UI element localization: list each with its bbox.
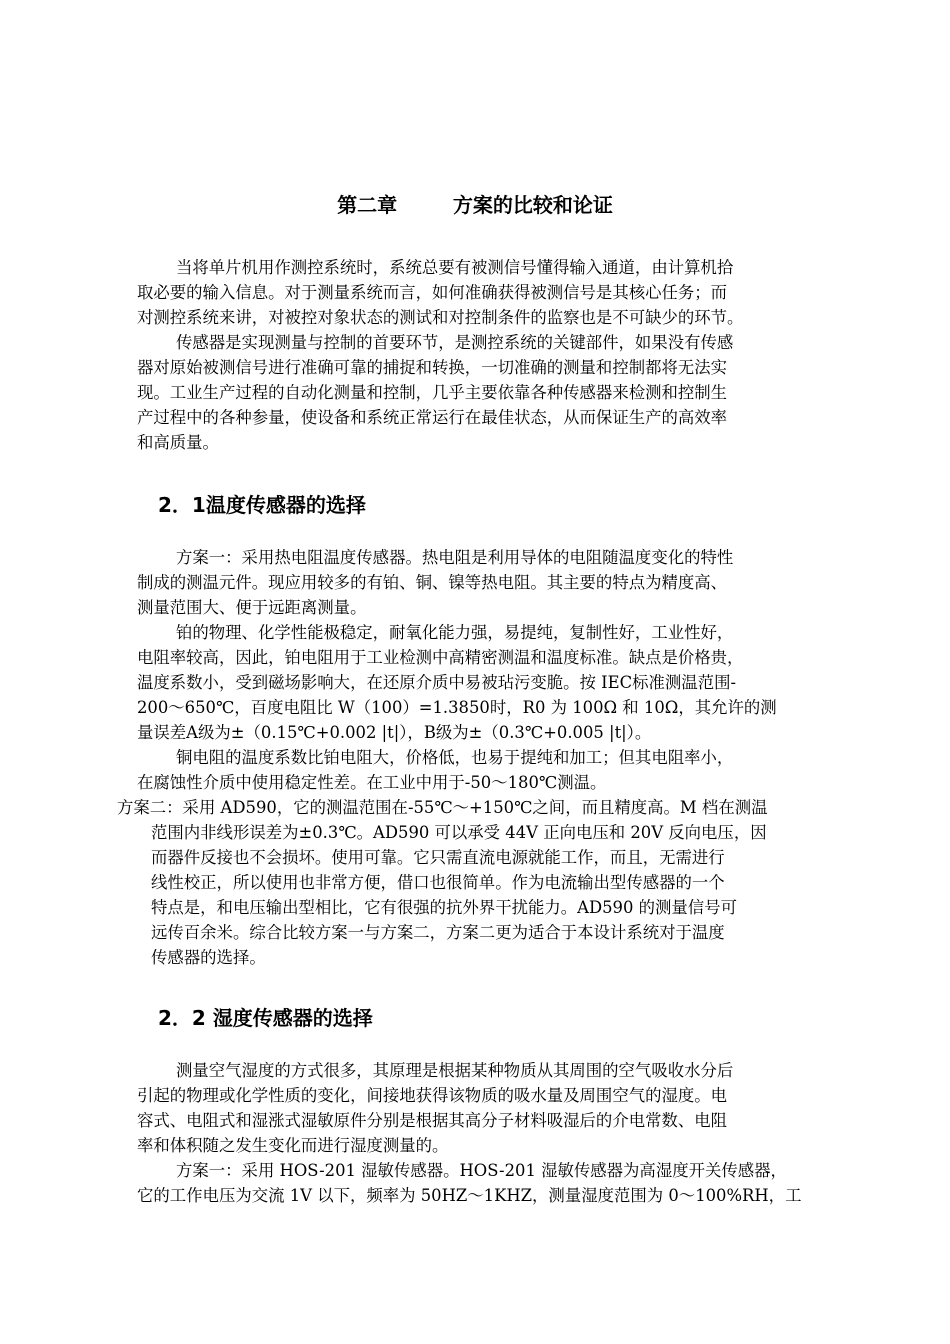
platinum-line: 电阻率较高，因此，铂电阻用于工业检测中高精密测温和温度标准。缺点是价格贵，	[137, 648, 744, 667]
intro-p2-line: 器对原始被测信号进行准确可靠的捕捉和转换，一切准确的测量和控制都将无法实	[137, 358, 728, 377]
humidity-p1-line: 引起的物理或化学性质的变化，间接地获得该物质的吸水量及周围空气的湿度。电	[137, 1086, 728, 1105]
section-title-2-1: 2．1温度传感器的选择	[158, 493, 366, 517]
plan1-line: 制成的测温元件。现应用较多的有铂、铜、镍等热电阻。其主要的特点为精度高、	[137, 573, 728, 592]
platinum-line: 温度系数小，受到磁场影响大，在还原介质中易被玷污变脆。按 IEC标准测温范围-	[137, 673, 737, 692]
humidity-plan1-line: 方案一：采用 HOS-201 湿敏传感器。HOS-201 湿敏传感器为高湿度开关传感器，	[176, 1161, 787, 1180]
plan2-line: 方案二：采用 AD590，它的测温范围在-55℃～+150℃之间，而且精度高。M 档在测温	[117, 798, 768, 817]
plan2-line: 而器件反接也不会损坏。使用可靠。它只需直流电源就能工作，而且，无需进行	[151, 848, 725, 867]
intro-p1-line: 取必要的输入信息。对于测量系统而言，如何准确获得被测信号是其核心任务；而	[137, 283, 728, 302]
plan2-line: 范围内非线形误差为±0.3℃。AD590 可以承受 44V 正向电压和 20V 反向电压，因	[151, 823, 767, 842]
platinum-line: 200～650℃，百度电阻比 W（100）=1.3850时，R0 为 100Ω 和 10Ω，其允许的测	[137, 698, 777, 717]
section-title-2-2: 2．2 湿度传感器的选择	[158, 1006, 373, 1030]
intro-p2-line: 现。工业生产过程的自动化测量和控制，几乎主要依靠各种传感器来检测和控制生	[137, 383, 728, 402]
intro-p1-line: 对测控系统来讲，对被控对象状态的测试和对控制条件的监察也是不可缺少的环节。	[137, 308, 744, 327]
humidity-p1-line: 容式、电阻式和湿涨式湿敏原件分别是根据其高分子材料吸湿后的介电常数、电阻	[137, 1111, 728, 1130]
plan2-line: 传感器的选择。	[151, 948, 266, 967]
platinum-line: 铂的物理、化学性能极稳定，耐氧化能力强，易提纯，复制性好，工业性好，	[176, 623, 734, 642]
chapter-title: 第二章 方案的比较和论证	[337, 193, 613, 217]
humidity-p1-line: 率和体积随之发生变化而进行湿度测量的。	[137, 1136, 449, 1155]
plan1-line: 方案一：采用热电阻温度传感器。热电阻是利用导体的电阻随温度变化的特性	[176, 548, 734, 567]
intro-p1-line: 当将单片机用作测控系统时，系统总要有被测信号懂得输入通道，由计算机拾	[176, 258, 734, 277]
intro-p2-line: 传感器是实现测量与控制的首要环节，是测控系统的关键部件，如果没有传感	[176, 333, 734, 352]
copper-line: 在腐蚀性介质中使用稳定性差。在工业中用于-50～180℃测温。	[137, 773, 607, 792]
plan2-line: 特点是，和电压输出型相比，它有很强的抗外界干扰能力。AD590 的测量信号可	[151, 898, 737, 917]
intro-p2-line: 产过程中的各种参量，使设备和系统正常运行在最佳状态，从而保证生产的高效率	[137, 408, 728, 427]
plan1-line: 测量范围大、便于远距离测量。	[137, 598, 367, 617]
plan2-line: 线性校正，所以使用也非常方便，借口也很简单。作为电流输出型传感器的一个	[151, 873, 725, 892]
humidity-plan1-line: 它的工作电压为交流 1V 以下，频率为 50HZ～1KHZ，测量湿度范围为 0～100%RH，工	[137, 1186, 802, 1205]
copper-line: 铜电阻的温度系数比铂电阻大，价格低，也易于提纯和加工；但其电阻率小，	[176, 748, 734, 767]
humidity-p1-line: 测量空气湿度的方式很多，其原理是根据某种物质从其周围的空气吸收水分后	[176, 1061, 734, 1080]
intro-p2-line: 和高质量。	[137, 433, 219, 452]
platinum-line: 量误差A级为±（0.15℃+0.002 |t|），B级为±（0.3℃+0.005 |t|）。	[137, 723, 652, 742]
plan2-line: 远传百余米。综合比较方案一与方案二，方案二更为适合于本设计系统对于温度	[151, 923, 725, 942]
